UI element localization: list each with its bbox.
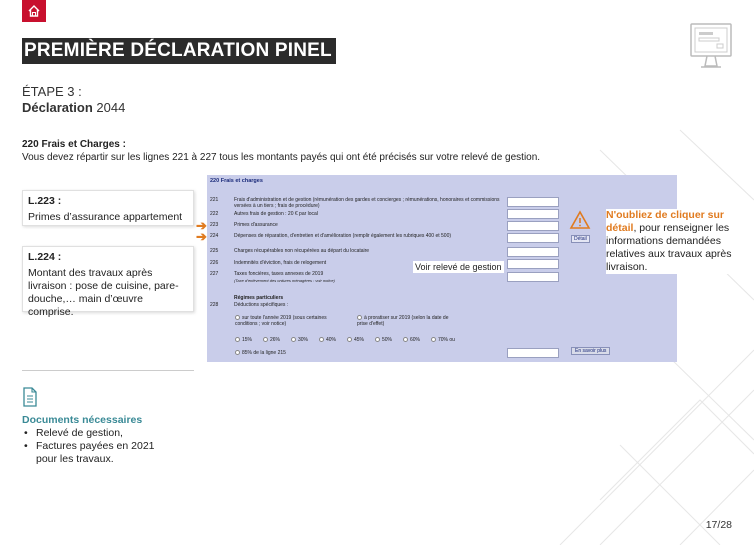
pct85-option[interactable]: 85% de la ligne 215: [235, 350, 286, 356]
form-input-224[interactable]: [507, 233, 559, 243]
form-input-222[interactable]: [507, 209, 559, 219]
frais-text: Vous devez répartir sur les lignes 221 à 227 tous les montants payés qui ont été précisés sur votre relevé de gestion.: [22, 152, 541, 163]
pct-option[interactable]: 15%: [235, 337, 252, 343]
note-highlight: N'oubliez de cliquer sur détail: [606, 209, 725, 234]
pct-option[interactable]: 60%: [403, 337, 420, 343]
document-icon: [22, 387, 38, 407]
home-icon: [27, 4, 41, 18]
option-prorata[interactable]: à proratiser sur 2019 (selon la date de prise d'effet): [357, 315, 449, 327]
form-input-227[interactable]: [507, 272, 559, 282]
list-item: • Relevé de gestion,: [24, 427, 174, 440]
warning-icon: [569, 210, 591, 230]
pct-option[interactable]: 45%: [347, 337, 364, 343]
step-number: ÉTAPE 3 :: [22, 84, 82, 99]
radio-icon[interactable]: [235, 315, 240, 320]
pct-option[interactable]: 26%: [263, 337, 280, 343]
step-label: Déclaration: [22, 100, 93, 115]
page-title: PREMIÈRE DÉCLARATION PINEL: [22, 38, 336, 64]
callout-l224-text: Montant des travaux après livraison : pose de cuisine, pare-douche,… main d’œuvre comprise.: [28, 267, 179, 318]
voir-releve-label: Voir relevé de gestion: [415, 262, 502, 272]
divider: [22, 370, 194, 371]
callout-l223-title: L.223 :: [28, 195, 62, 207]
note-text: , pour renseigner les informations demandées relatives aux travaux après livraison.: [606, 222, 732, 273]
form-input-228[interactable]: [507, 348, 559, 358]
callout-l223: [22, 190, 194, 226]
callout-l224: [22, 246, 194, 318]
form-input-226[interactable]: [507, 259, 559, 269]
form-input-221[interactable]: [507, 197, 559, 207]
callout-l224-title: L.224 :: [28, 251, 62, 263]
page-number: 17/28: [705, 519, 732, 531]
en-savoir-plus-button[interactable]: En savoir plus: [571, 347, 610, 355]
radio-icon[interactable]: [357, 315, 362, 320]
detail-note: [606, 209, 736, 274]
monitor-icon: [690, 22, 732, 74]
home-button[interactable]: [22, 0, 46, 22]
form-input-225[interactable]: [507, 247, 559, 257]
pct-option[interactable]: 70% ou: [431, 337, 455, 343]
pct-option[interactable]: 50%: [375, 337, 392, 343]
step-form: 2044: [92, 100, 126, 115]
form-title: 220 Frais et charges: [210, 178, 263, 184]
pct-option[interactable]: 30%: [291, 337, 308, 343]
docs-list: [24, 427, 174, 466]
frais-title: 220 Frais et Charges :: [22, 139, 126, 150]
form-input-223[interactable]: [507, 221, 559, 231]
pct-option[interactable]: 40%: [319, 337, 336, 343]
detail-button[interactable]: Détail: [571, 235, 590, 243]
docs-title: Documents nécessaires: [22, 414, 143, 426]
arrow-icon: ➔: [196, 218, 207, 233]
frais-section: [22, 138, 540, 164]
step-heading: [22, 84, 125, 116]
tax-form-screenshot: 220 Frais et charges 221 Frais d'administration et de gestion (rémunération des gardes et concierges ; rémunérations, honoraires et commissions versées à un tiers ; frais de procédure) 222 Autres frais de gestion : 20 € par local 223 Primes d'assurance 224 Dépenses de réparation, d'entretien et d'amélioration (remplir également les rubriques 400 et 500) 225 Charges récupérables non récupérées au départ du locataire 226 Indemnités d'éviction, frais de relogement 227 Taxes foncières, taxes annexes de 2019 (Taxe d'enlèvement des ordures ménagères : voir notice) Voir relevé de gestion Détail Régimes particuliers 228 Déductions spécifiques : sur toute l'année 2019 (sous certaines conditions ; voir notice) à proratiser sur 2019 (selon la date de prise d'effet) 15% 26% 30% 40% 45% 50% 60% 70% ou 85% de la ligne 215 En savoir plus: [207, 175, 677, 362]
list-item: • Factures payées en 2021 pour les travaux.: [24, 440, 174, 466]
callout-l223-text: Primes d’assurance appartement: [28, 211, 183, 223]
option-full-year[interactable]: sur toute l'année 2019 (sous certaines conditions ; voir notice): [235, 315, 327, 327]
arrow-icon: ➔: [196, 229, 207, 244]
